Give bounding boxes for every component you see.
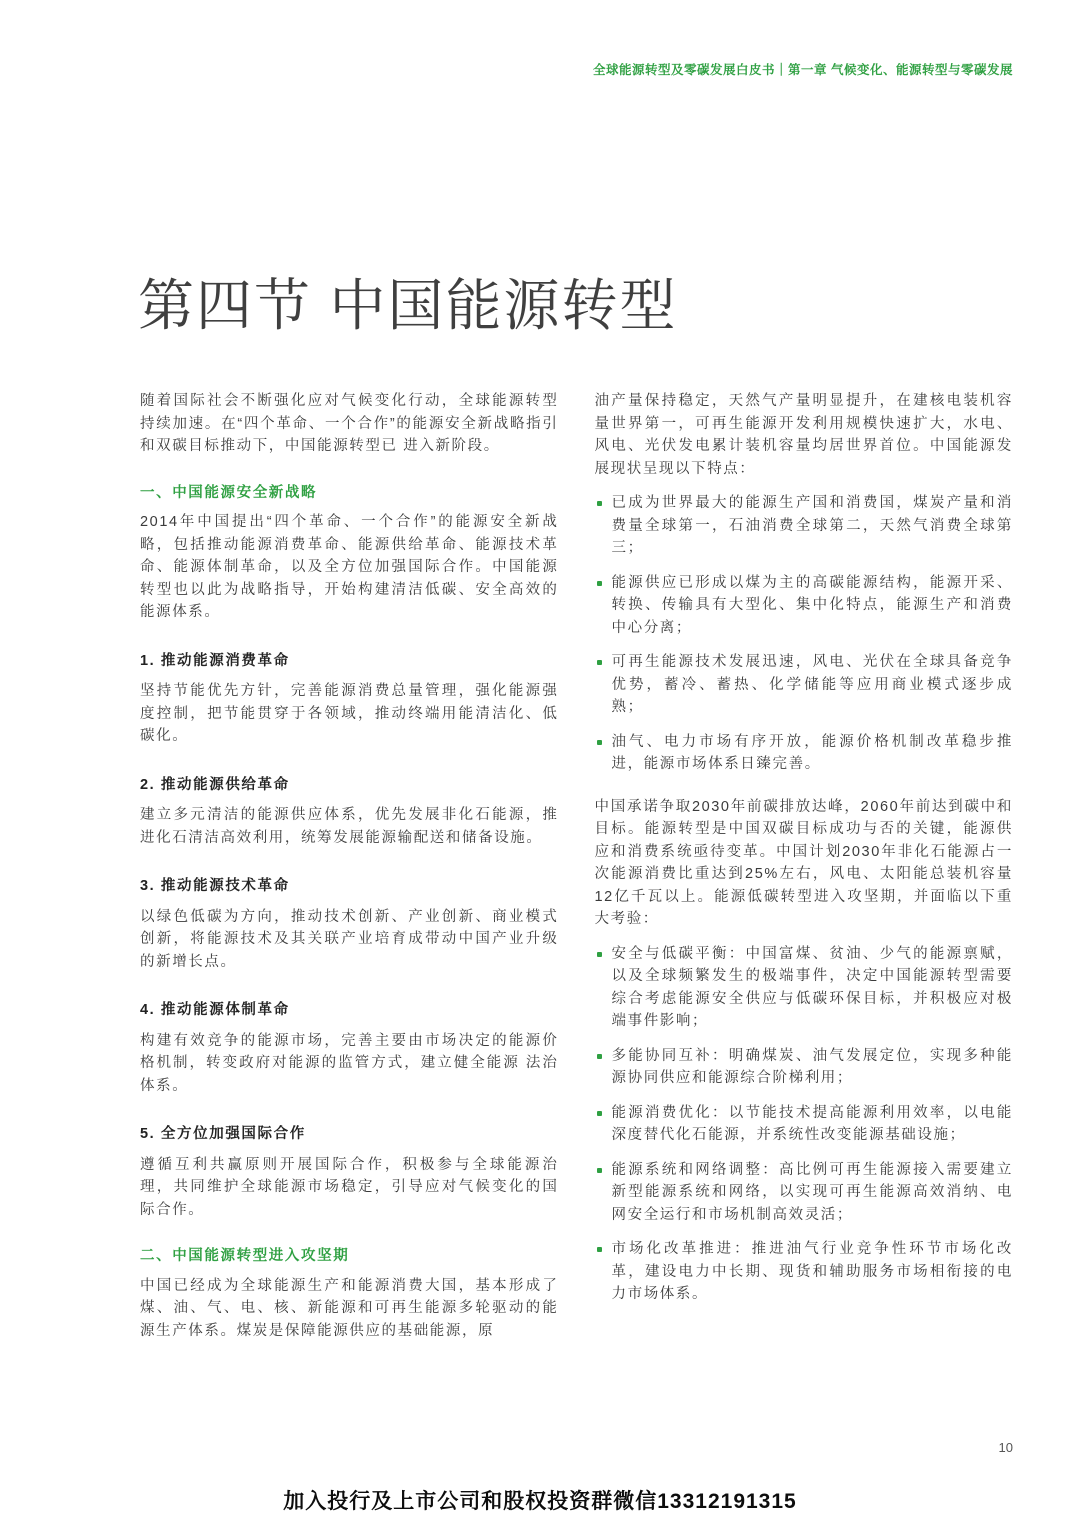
subheading-3: 3. 推动能源技术革命 (140, 878, 290, 894)
subsection-3-body: 以绿色低碳为方向，推动技术创新、产业创新、商业模式创新，将能源技术及其关联产业培育成带动中国产业升级的新增长点。 (140, 908, 559, 970)
bullet-item: 已成为世界最大的能源生产国和消费国，煤炭产量和消费量全球第一，石油消费全球第二，天然气消费全球第三； (595, 492, 1014, 560)
two-column-body (140, 390, 1013, 1342)
section-1-body: 2014年中国提出“四个革命、一个合作”的能源安全新战略，包括推动能源消费革命、能源供给革命、能源技术革命、能源体制革命，以及全方位加强国际合作。中国能源转型也以此为战略指导，开始构建清洁低碳、安全高效的能源体系。 (140, 514, 559, 620)
bullet-item: 安全与低碳平衡：中国富煤、贫油、少气的能源禀赋，以及全球频繁发生的极端事件，决定中国能源转型需要综合考虑能源安全供应与低碳环保目标，并积极应对极端事件影响； (595, 943, 1014, 1033)
bullet-item: 能源系统和网络调整：高比例可再生能源接入需要建立新型能源系统和网络，以实现可再生能源高效消纳、电网安全运行和市场机制高效灵活； (595, 1159, 1014, 1227)
subheading-1: 1. 推动能源消费革命 (140, 652, 290, 669)
footer-note: 加入投行及上市公司和股权投资群微信13312191315 (283, 1490, 797, 1513)
subsection-4-body: 构建有效竞争的能源市场，完善主要由市场决定的能源价格机制，转变政府对能源的监管方式，建立健全能源 法治体系。 (140, 1032, 559, 1094)
subheading-4: 4. 推动能源体制革命 (140, 1002, 290, 1018)
section-heading-2: 二、中国能源转型进入攻坚期 (140, 1248, 350, 1264)
bullet-item: 市场化改革推进：推进油气行业竞争性环节市场化改革，建设电力中长期、现货和辅助服务市场相衔接的电力市场体系。 (595, 1238, 1014, 1306)
intro-paragraph: 随着国际社会不断强化应对气候变化行动，全球能源转型持续加速。在“四个革命、一个合作”的能源安全新战略指引和双碳目标推动下，中国能源转型已 进入新阶段。 (140, 393, 559, 454)
subsection-2-body: 建立多元清洁的能源供应体系，优先发展非化石能源，推进化石清洁高效利用，统筹发展能源输配送和储备设施。 (140, 807, 559, 846)
subheading-2: 2. 推动能源供给革命 (140, 776, 290, 793)
bullet-item: 能源供应已形成以煤为主的高碳能源结构，能源开采、转换、传输具有大型化、集中化特点，能源生产和消费中心分离； (595, 572, 1014, 640)
bullet-item: 多能协同互补：明确煤炭、油气发展定位，实现多种能源协同供应和能源综合阶梯利用； (595, 1045, 1014, 1090)
feature-bullet-list (595, 492, 1014, 776)
page-title: 第四节 中国能源转型 (138, 273, 678, 337)
subsection-1-body: 坚持节能优先方针，完善能源消费总量管理，强化能源强度控制，把节能贯穿于各领域，推动终端用能清洁化、低碳化。 (140, 683, 559, 744)
bullet-item: 能源消费优化：以节能技术提高能源利用效率，以电能深度替代化石能源，并系统性改变能源基础设施； (595, 1102, 1014, 1147)
running-header: 全球能源转型及零碳发展白皮书｜第一章 气候变化、能源转型与零碳发展 (593, 63, 1013, 77)
page-number: 10 (998, 1440, 1013, 1455)
right-paragraph-2: 中国承诺争取2030年前碳排放达峰，2060年前达到碳中和目标。能源转型是中国双碳目标成功与否的关键，能源供应和消费系统亟待变革。中国计划2030年非化石能源占一次能源消费比重达到25%左右，风电、太阳能总装机容量12亿千瓦以上。能源低碳转型进入攻坚期，并面临以下重大考验： (594, 798, 1013, 927)
bullet-item: 油气、电力市场有序开放，能源价格机制改革稳步推进，能源市场体系日臻完善。 (595, 731, 1014, 776)
right-column (595, 390, 1014, 1342)
subheading-5: 5. 全方位加强国际合作 (140, 1126, 306, 1142)
subsection-5-body: 遵循互利共赢原则开展国际合作，积极参与全球能源治理，共同维护全球能源市场稳定，引导应对气候变化的国际合作。 (140, 1156, 559, 1218)
section-2-body: 中国已经成为全球能源生产和能源消费大国，基本形成了煤、油、气、电、核、新能源和可再生能源多轮驱动的能源生产体系。煤炭是保障能源供应的基础能源，原 (140, 1277, 559, 1339)
section-heading-1: 一、中国能源安全新战略 (140, 484, 318, 501)
left-column (140, 390, 559, 1342)
bullet-item: 可再生能源技术发展迅速，风电、光伏在全球具备竞争优势，蓄冷、蓄热、化学储能等应用商业模式逐步成熟； (595, 651, 1014, 719)
right-paragraph-1: 油产量保持稳定，天然气产量明显提升，在建核电装机容量世界第一，可再生能源开发利用规模快速扩大，水电、风电、光伏发电累计装机容量均居世界首位。中国能源发展现状呈现以下特点： (594, 393, 1013, 477)
challenge-bullet-list (595, 943, 1014, 1306)
